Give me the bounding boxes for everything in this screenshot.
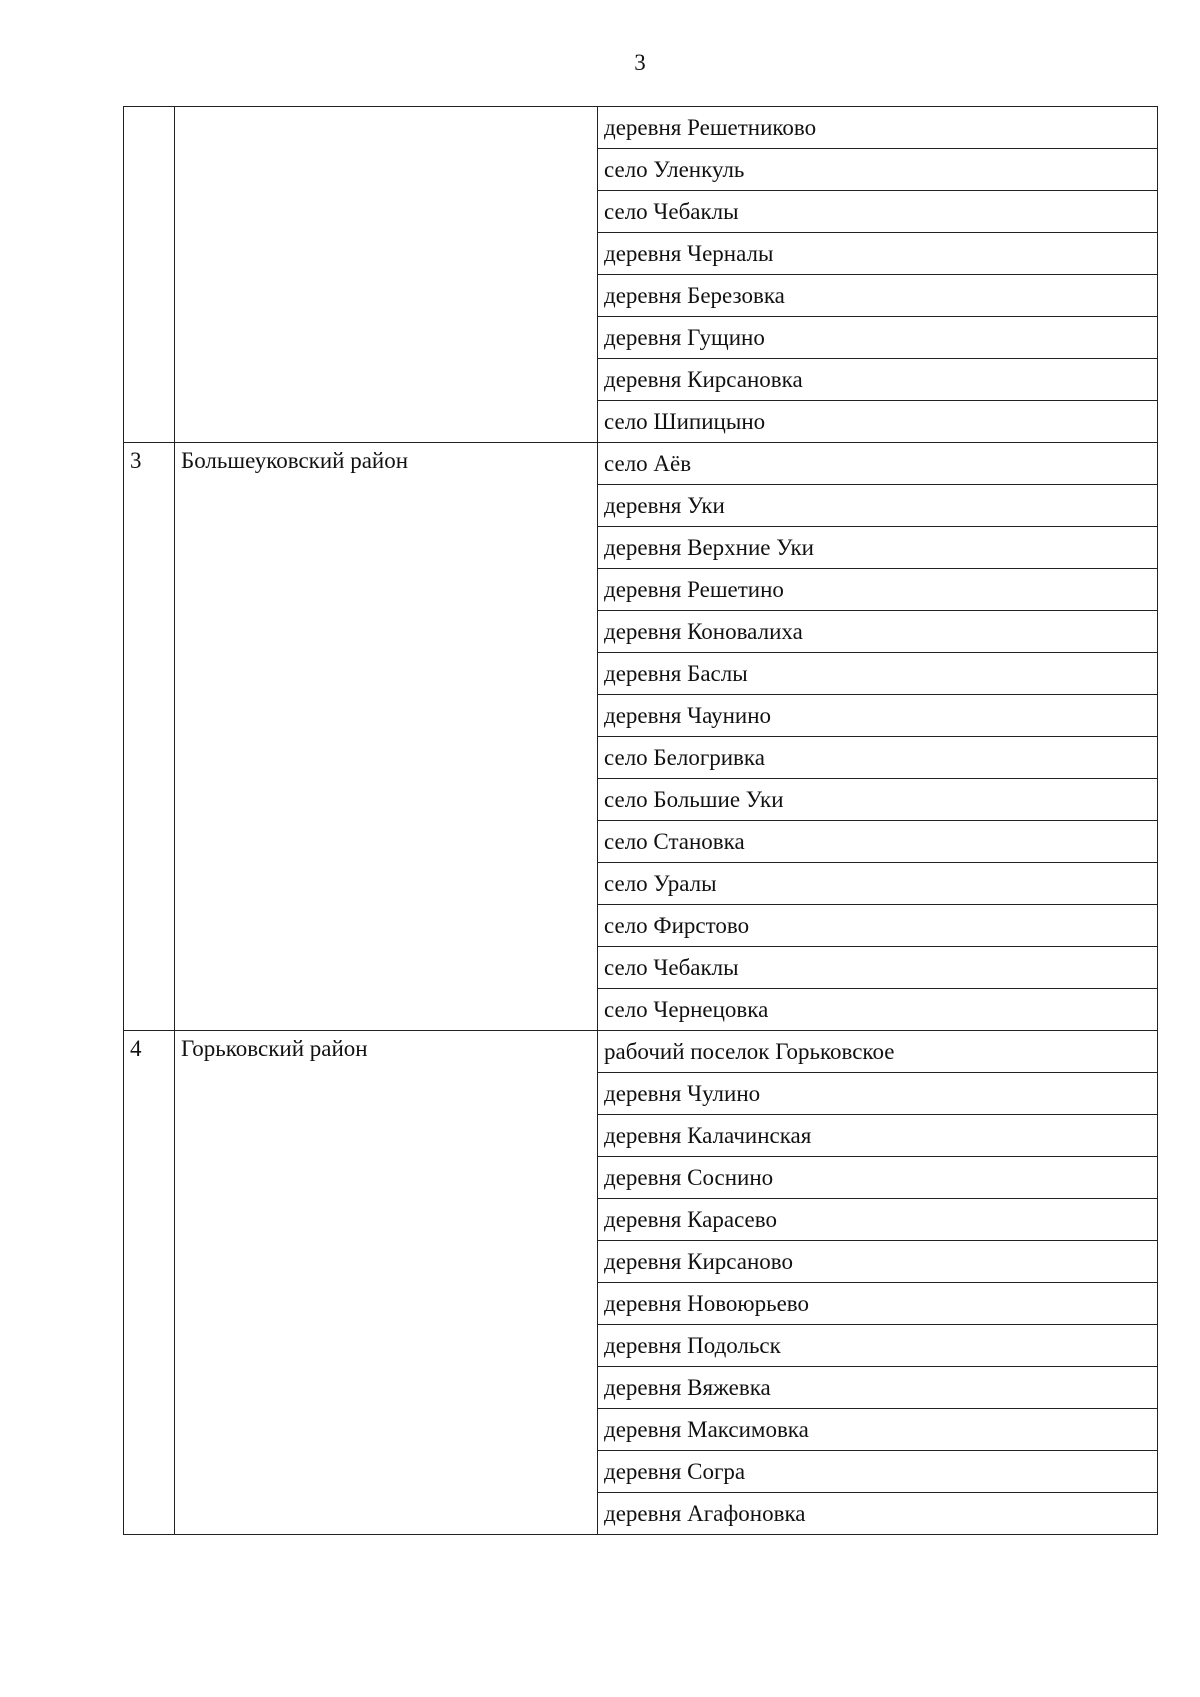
settlement-name: деревня Кирсановка [598, 359, 1158, 401]
table-body [124, 107, 1158, 1535]
settlement-name: село Уралы [598, 863, 1158, 905]
settlement-name: село Чернецовка [598, 989, 1158, 1031]
table-row [124, 443, 1158, 485]
settlement-name: деревня Новоюрьево [598, 1283, 1158, 1325]
settlement-name: деревня Максимовка [598, 1409, 1158, 1451]
table-row [124, 1031, 1158, 1073]
settlement-name: деревня Карасево [598, 1199, 1158, 1241]
settlement-name: деревня Решетниково [598, 107, 1158, 149]
district-name: Горьковский район [175, 1031, 598, 1535]
row-number [124, 107, 175, 443]
settlement-name: село Чебаклы [598, 191, 1158, 233]
settlement-name: рабочий поселок Горьковское [598, 1031, 1158, 1073]
settlement-name: деревня Соснино [598, 1157, 1158, 1199]
settlement-name: деревня Калачинская [598, 1115, 1158, 1157]
district-name [175, 107, 598, 443]
settlement-name: деревня Чаунино [598, 695, 1158, 737]
settlement-name: село Шипицыно [598, 401, 1158, 443]
settlement-name: деревня Уки [598, 485, 1158, 527]
settlement-name: деревня Согра [598, 1451, 1158, 1493]
settlement-name: деревня Верхние Уки [598, 527, 1158, 569]
settlement-name: село Уленкуль [598, 149, 1158, 191]
settlement-name: село Белогривка [598, 737, 1158, 779]
settlement-name: деревня Баслы [598, 653, 1158, 695]
settlement-name: деревня Коновалиха [598, 611, 1158, 653]
settlements-table [123, 106, 1158, 1535]
row-number: 3 [124, 443, 175, 1031]
row-number: 4 [124, 1031, 175, 1535]
settlement-name: село Фирстово [598, 905, 1158, 947]
page-number: 3 [634, 50, 646, 75]
table-row [124, 107, 1158, 149]
settlement-name: село Чебаклы [598, 947, 1158, 989]
settlement-name: деревня Подольск [598, 1325, 1158, 1367]
settlement-name: деревня Березовка [598, 275, 1158, 317]
settlement-name: село Большие Уки [598, 779, 1158, 821]
settlement-name: деревня Вяжевка [598, 1367, 1158, 1409]
settlement-name: деревня Агафоновка [598, 1493, 1158, 1535]
settlement-name: село Аёв [598, 443, 1158, 485]
settlement-name: деревня Чулино [598, 1073, 1158, 1115]
settlement-name: деревня Черналы [598, 233, 1158, 275]
settlement-name: деревня Кирсаново [598, 1241, 1158, 1283]
district-name: Большеуковский район [175, 443, 598, 1031]
settlement-name: деревня Решетино [598, 569, 1158, 611]
settlement-name: деревня Гущино [598, 317, 1158, 359]
settlement-name: село Становка [598, 821, 1158, 863]
